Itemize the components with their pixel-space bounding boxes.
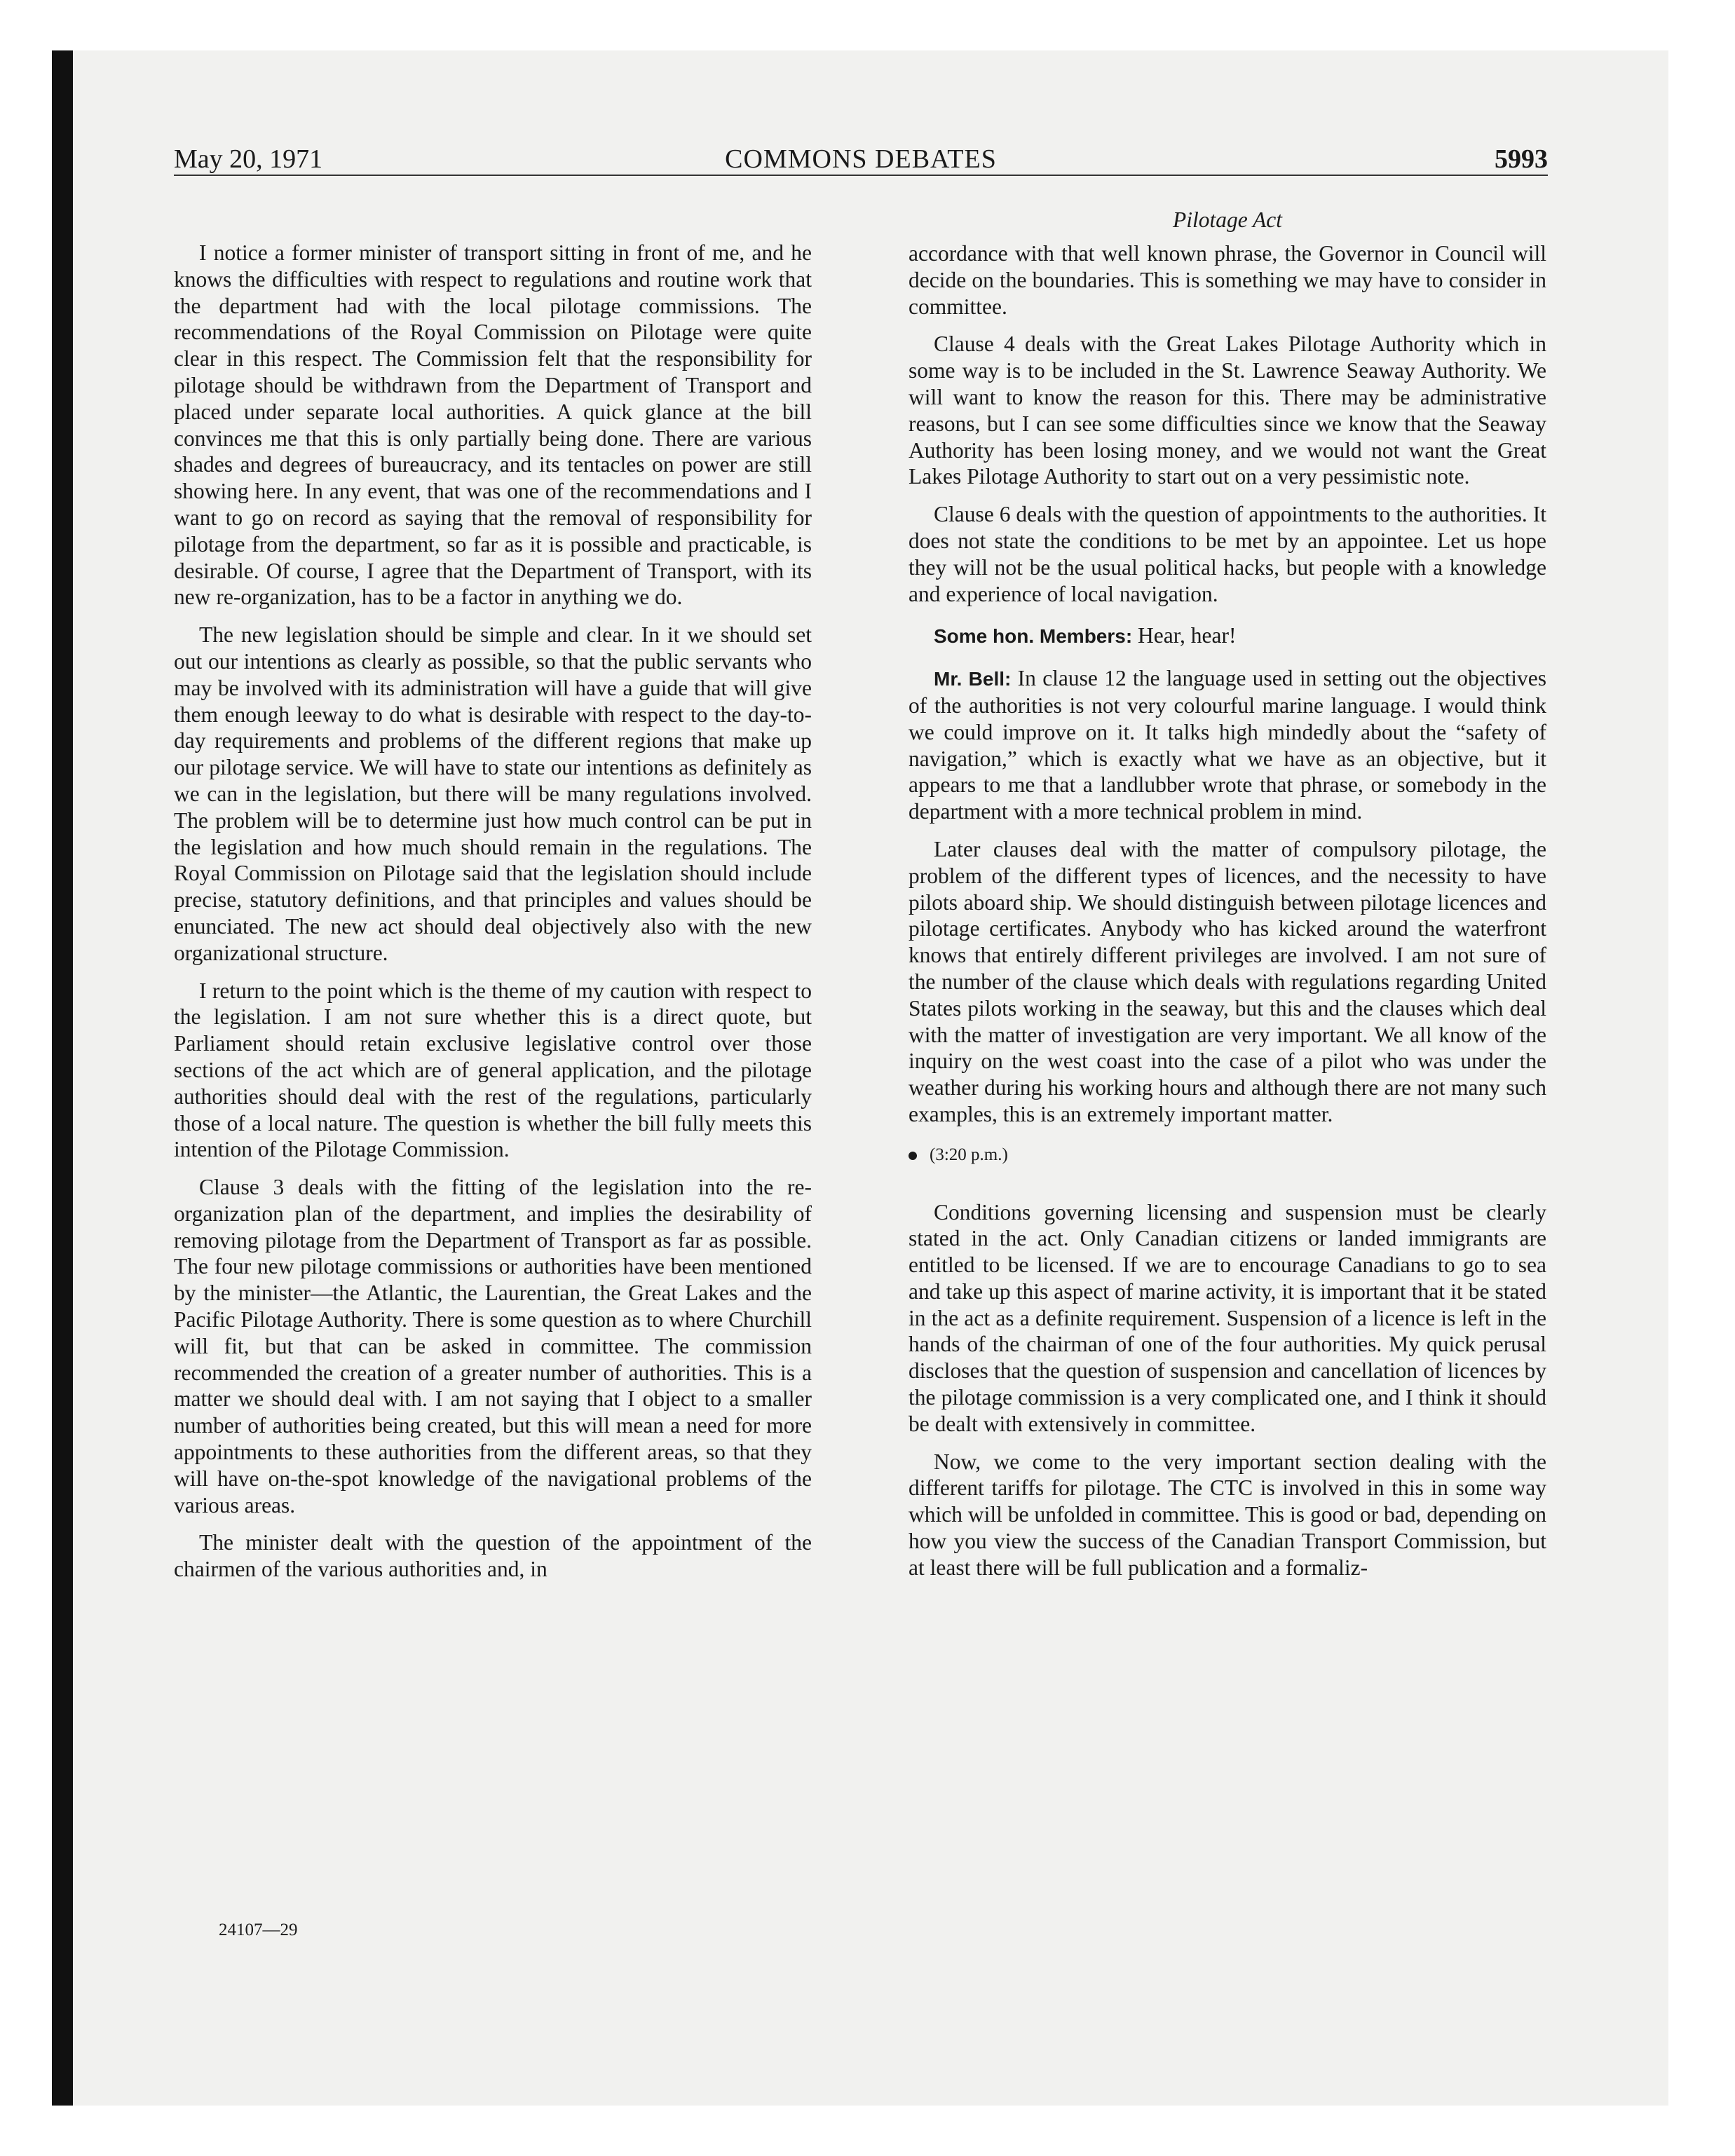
left-column <box>174 240 812 1594</box>
page-header <box>174 144 1548 176</box>
bullet-icon <box>909 1152 917 1160</box>
paragraph: Clause 4 deals with the Great Lakes Pilotage Authority which in some way is to be included in the St. Lawrence Seaway Authority. We will want to know the reason for this. There may be administrative reasons, but I can see some difficulties since we know that the Seaway Authority has been losing money, and we would not want the Great Lakes Pilotage Authority to start out on a very pessimistic note. <box>909 332 1546 489</box>
section-heading: Pilotage Act <box>1172 207 1282 232</box>
speech-bell <box>909 665 1546 825</box>
right-column <box>909 207 1546 1592</box>
paragraph: The minister dealt with the question of the appointment of the chairmen of the various authorities and, in <box>174 1530 812 1582</box>
paragraph: Clause 6 deals with the question of appointments to the authorities. It does not state the conditions to be met by an appointee. Let us hope they will not be the usual political hacks, but people with a knowledge and experience of local navigation. <box>909 502 1546 606</box>
time-text: (3:20 p.m.) <box>930 1145 1008 1164</box>
interjection-text: Hear, hear! <box>1138 623 1237 648</box>
paragraph: Clause 3 deals with the fitting of the legislation into the re-organization plan of the department, and implies the desirability of removing pilotage from the Department of Transport as far as possible. The four new pilotage commissions or authorities have been mentioned by the minister—the Atlantic, the Laurentian, the Great Lakes and the Pacific Pilotage Authority. There is some question as to where Churchill will fit, but that can be asked in committee. The commission recommended the creation of a greater number of authorities. This is a matter we should deal with. I am not saying that I object to a smaller number of authorities being created, but this will mean a need for more appointments to these authorities from the different areas, so that they will have on-the-spot knowledge of the navigational problems of the various areas. <box>174 1175 812 1517</box>
footer-code: 24107—29 <box>219 1920 298 1939</box>
paragraph: Conditions governing licensing and suspension must be clearly stated in the act. Only Canadian citizens or landed immigrants are entitled to be licensed. If we are to encourage Canadians to go to sea and take up this aspect of marine activity, it is important that it be stated in the act as a definite requirement. Suspension of a licence is left in the hands of the chairman of one of the four authorities. My quick perusal discloses that the question of suspension and cancellation of licences by the pilotage commission is a very complicated one, and I think it should be dealt with extensively in committee. <box>909 1199 1546 1436</box>
paragraph: The new legislation should be simple and clear. In it we should set out our intentions as clearly as possible, so that the public servants who may be involved with its administration will have a guide that will give them enough leeway to do what is desirable with respect to the day-to-day requirements and problems of the different regions that make up our pilotage service. We will have to state our intentions as definitely as we can in the legislation, but there will be many regulations involved. The problem will be to determine just how much control can be put in the legislation and how much should remain in the regulations. The Royal Commission on Pilotage said that the legislation should include precise, statutory definitions, and that principles and values should be enunciated. The new act should deal objectively also with the new organizational structure. <box>174 622 812 965</box>
paragraph: Now, we come to the very important section dealing with the different tariffs for pilotage. The CTC is involved in this in some way which will be unfolded in committee. This is good or bad, depending on how you view the success of the Canadian Transport Commission, but at least there will be full publication and a formaliz- <box>909 1449 1546 1580</box>
page-number: 5993 <box>1495 144 1548 174</box>
paragraph-continuation: accordance with that well known phrase, the Governor in Council will decide on the boundaries. This is something we may have to consider in committee. <box>909 241 1546 319</box>
time-marker <box>909 1142 1546 1168</box>
paragraph: Later clauses deal with the matter of compulsory pilotage, the problem of the different types of licences, and the necessity to have pilots aboard ship. We should distinguish between pilotage licences and pilotage certificates. Anybody who has kicked around the waterfront knows that entirely different privileges are involved. I am not sure of the number of the clause which deals with regulations regarding United States pilots working in the seaway, but this and the clauses which deal with the matter of investigation are very important. We all know of the inquiry on the west coast into the case of a pilot who was under the weather during his working hours and although there are not many such examples, this is an extremely important matter. <box>909 836 1546 1126</box>
header-title: COMMONS DEBATES <box>725 144 997 174</box>
interjection <box>909 622 1546 650</box>
speaker-label: Some hon. Members: <box>934 625 1133 648</box>
paragraph: I notice a former minister of transport sitting in front of me, and he knows the difficulties with respect to regulations and routine work that the department had with the local pilotage commissions. The recommendations of the Royal Commission on Pilotage were quite clear in this respect. The Commission felt that the responsibility for pilotage should be withdrawn from the Department of Transport and placed under separate local authorities. A quick glance at the bill convinces me that this is only partially being done. There are various shades and degrees of bureaucracy, and its tentacles on power are still showing here. In any event, that was one of the recommendations and I want to go on record as saying that the removal of responsibility for pilotage from the department, so far as it is possible and practicable, is desirable. Of course, I agree that the Department of Transport, with its new re-organization, has to be a factor in anything we do. <box>174 240 812 610</box>
header-date: May 20, 1971 <box>174 144 323 174</box>
speech-text: In clause 12 the language used in setting out the objectives of the authorities is not very colourful marine language. I would think we could improve on it. It talks high mindedly about the “safety of navigation,” which is exactly what we have as an objective, but it appears to me that a landlubber wrote that phrase, or somebody in the department with a more technical problem in mind. <box>909 666 1546 824</box>
paragraph: I return to the point which is the theme of my caution with respect to the legislation. I am not sure whether this is a direct quote, but Parliament should retain exclusive legislative control over those sections of the act which are of general application, and the pilotage authorities should deal with the rest of the regulations, particularly those of a local nature. The question is whether the bill fully meets this intention of the Pilotage Commission. <box>174 978 812 1162</box>
speaker-label: Mr. Bell: <box>934 668 1012 690</box>
